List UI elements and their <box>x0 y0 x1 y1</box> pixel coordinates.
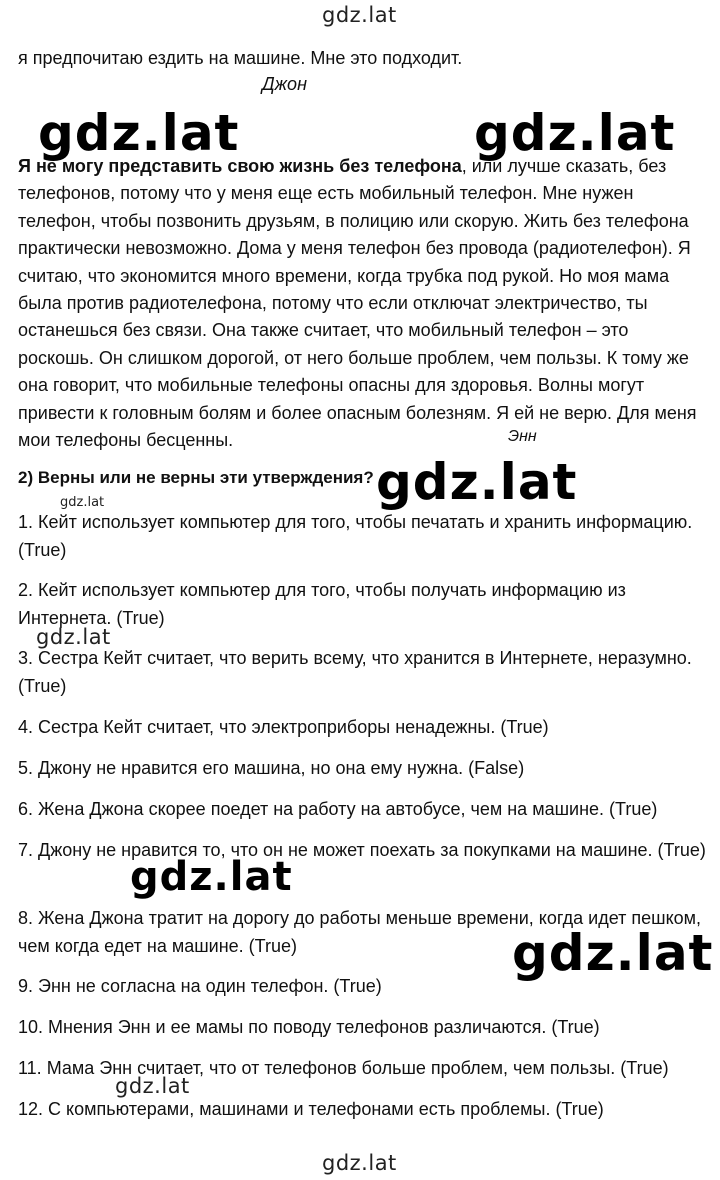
anne-paragraph <box>18 153 708 454</box>
watermark-small-mid: gdz.lat <box>36 625 111 649</box>
statement-item: 4. Сестра Кейт считает, что электроприборы ненадежны. (True) <box>18 717 549 737</box>
watermark-small-lower: gdz.lat <box>115 1074 190 1098</box>
statement-item: 11. Мама Энн считает, что от телефонов больше проблем, чем пользы. (True) <box>18 1058 669 1078</box>
watermark-big-center: gdz.lat <box>376 453 578 511</box>
statement-item: 2. Кейт использует компьютер для того, чтобы получать информацию из Интернета. (True) <box>18 580 626 628</box>
statement-item: 5. Джону не нравится его машина, но она ему нужна. (False) <box>18 758 525 778</box>
watermark-top: gdz.lat <box>322 3 397 27</box>
john-signature: Джон <box>262 74 307 94</box>
statement-item: 12. С компьютерами, машинами и телефонами есть проблемы. (True) <box>18 1099 604 1119</box>
anne-paragraph-text: , или лучше сказать, без телефонов, потому что у меня еще есть мобильный телефон. Мне нужен телефон, чтобы позвонить друзьям, в полицию или скорую. Жить без телефона практически невозможно. Дома у меня телефон без провода (радиотелефон). Я считаю, что экономится много времени, когда трубка под рукой. Но моя мама была против радиотелефона, потому что если отключат электричество, ты останешься без связи. Она также считает, что мобильный телефон – это роскошь. Он слишком дорогой, от него больше проблем, чем пользы. К тому же она говорит, что мобильные телефоны опасны для здоровья. Волны могут привести к головным болям и более опасным болезням. Я ей не верю. Для меня мои телефоны бесценны. <box>18 156 697 451</box>
watermark-big-left: gdz.lat <box>38 104 240 162</box>
statement-item: 7. Джону не нравится то, что он не может поехать за покупками на машине. (True) <box>18 840 706 860</box>
watermark-big-mid-left: gdz.lat <box>130 854 293 900</box>
john-closing-line: я предпочитаю ездить на машине. Мне это подходит. <box>18 48 463 68</box>
statement-item: 6. Жена Джона скорее поедет на работу на автобусе, чем на машине. (True) <box>18 799 658 819</box>
anne-signature: Энн <box>508 428 537 445</box>
watermark-tiny: gdz.lat <box>60 495 105 510</box>
watermark-big-right: gdz.lat <box>474 104 676 162</box>
anne-paragraph-bold-lead: Я не могу представить свою жизнь без телефона <box>18 156 462 176</box>
statement-item: 9. Энн не согласна на один телефон. (True) <box>18 976 382 996</box>
statement-item: 3. Сестра Кейт считает, что верить всему, что хранится в Интернете, неразумно. (True) <box>18 648 692 696</box>
statement-item: 8. Жена Джона тратит на дорогу до работы меньше времени, когда идет пешком, чем когда едет на машине. (True) <box>18 908 702 956</box>
statement-item: 1. Кейт использует компьютер для того, чтобы печатать и хранить информацию. (True) <box>18 512 693 560</box>
watermark-bottom: gdz.lat <box>322 1151 397 1175</box>
watermark-big-lower-right: gdz.lat <box>512 924 714 982</box>
task-heading: 2) Верны или не верны эти утверждения? <box>18 468 374 487</box>
statement-item: 10. Мнения Энн и ее мамы по поводу телефонов различаются. (True) <box>18 1017 600 1037</box>
